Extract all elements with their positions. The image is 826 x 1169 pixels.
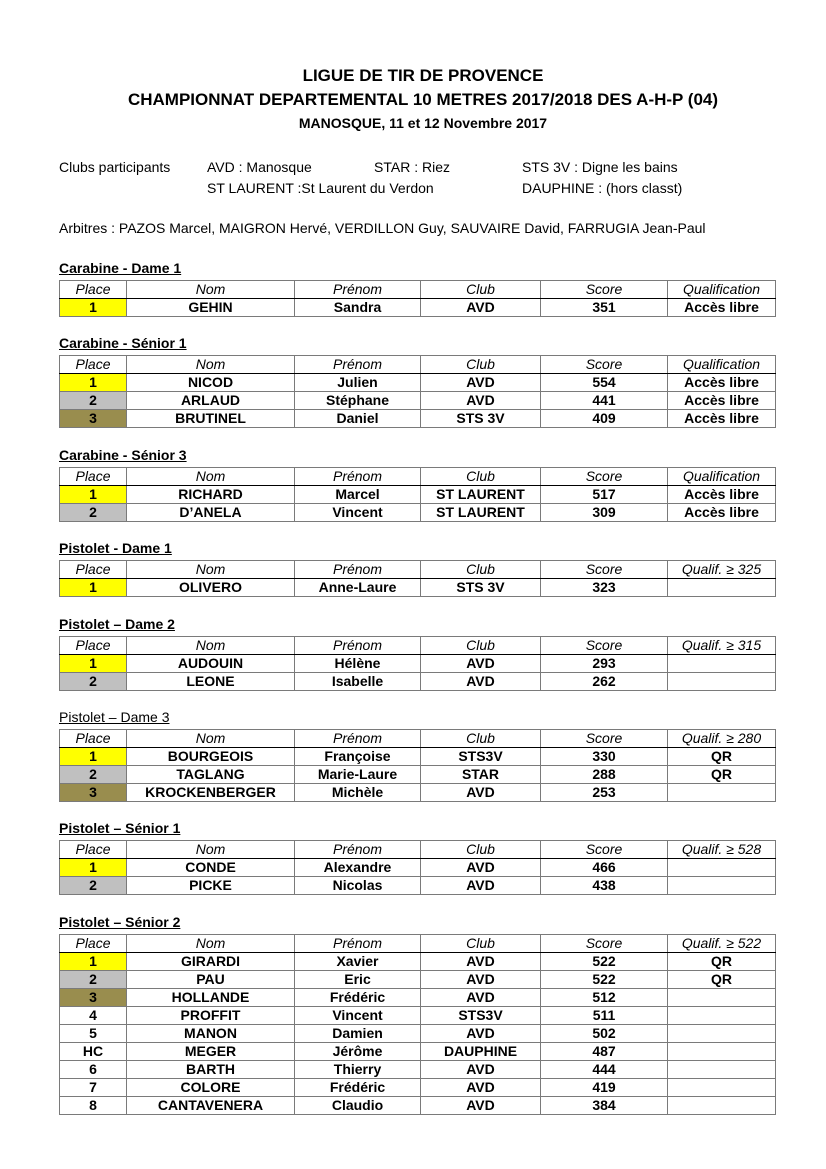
cell-qualification (668, 784, 776, 802)
cell-qualification (668, 859, 776, 877)
cell-nom: BARTH (127, 1061, 295, 1079)
championship-title: CHAMPIONNAT DEPARTEMENTAL 10 METRES 2017/2018 DES A-H-P (04) (127, 90, 719, 109)
cell-prenom: Marie-Laure (295, 766, 421, 784)
column-header-club: Club (421, 841, 541, 859)
table-row (60, 299, 776, 317)
cell-prenom: Vincent (295, 504, 421, 522)
cell-prenom: Julien (295, 374, 421, 392)
cell-club: AVD (421, 374, 541, 392)
column-header-prenom: Prénom (295, 730, 421, 748)
cell-prenom: Isabelle (295, 673, 421, 691)
cell-nom: KROCKENBERGER (127, 784, 295, 802)
cell-prenom: Michèle (295, 784, 421, 802)
cell-score: 466 (541, 859, 668, 877)
column-header-score: Score (541, 561, 668, 579)
cell-score: 330 (541, 748, 668, 766)
cell-nom: TAGLANG (127, 766, 295, 784)
column-header-prenom: Prénom (295, 637, 421, 655)
cell-qualification: Accès libre (668, 392, 776, 410)
cell-score: 419 (541, 1079, 668, 1097)
cell-club: AVD (421, 1079, 541, 1097)
column-header-score: Score (541, 356, 668, 374)
section-title: Pistolet – Sénior 1 (59, 820, 181, 836)
cell-score: 293 (541, 655, 668, 673)
cell-prenom: Sandra (295, 299, 421, 317)
table-row (60, 1025, 776, 1043)
cell-qualification (668, 1025, 776, 1043)
results-table (59, 934, 776, 1115)
cell-qualification (668, 655, 776, 673)
cell-place: 1 (60, 655, 127, 673)
cell-score: 517 (541, 486, 668, 504)
cell-club: AVD (421, 1025, 541, 1043)
column-header-nom: Nom (127, 468, 295, 486)
column-header-score: Score (541, 281, 668, 299)
column-header-qualification: Qualif. ≥ 325 (668, 561, 776, 579)
column-header-prenom: Prénom (295, 561, 421, 579)
cell-place: 3 (60, 410, 127, 428)
cell-place: 1 (60, 486, 127, 504)
cell-nom: ARLAUD (127, 392, 295, 410)
column-header-place: Place (60, 468, 127, 486)
table-row (60, 1097, 776, 1115)
table-row (60, 486, 776, 504)
cell-qualification: QR (668, 766, 776, 784)
table-header-row (60, 468, 776, 486)
cell-qualification: Accès libre (668, 504, 776, 522)
cell-place: 1 (60, 579, 127, 597)
cell-qualification (668, 877, 776, 895)
cell-score: 438 (541, 877, 668, 895)
table-row (60, 953, 776, 971)
cell-place: 1 (60, 299, 127, 317)
table-row (60, 784, 776, 802)
cell-qualification: Accès libre (668, 299, 776, 317)
document-header (0, 64, 826, 134)
cell-prenom: Alexandre (295, 859, 421, 877)
section-title: Carabine - Sénior 3 (59, 447, 187, 463)
cell-club: ST LAURENT (421, 486, 541, 504)
cell-qualification: Accès libre (668, 486, 776, 504)
cell-place: 3 (60, 989, 127, 1007)
table-row (60, 410, 776, 428)
column-header-place: Place (60, 730, 127, 748)
column-header-nom: Nom (127, 637, 295, 655)
cell-place: 1 (60, 953, 127, 971)
cell-place: HC (60, 1043, 127, 1061)
cell-place: 2 (60, 504, 127, 522)
cell-club: AVD (421, 989, 541, 1007)
column-header-prenom: Prénom (295, 281, 421, 299)
cell-score: 444 (541, 1061, 668, 1079)
cell-prenom: Nicolas (295, 877, 421, 895)
cell-score: 262 (541, 673, 668, 691)
cell-place: 5 (60, 1025, 127, 1043)
column-header-prenom: Prénom (295, 841, 421, 859)
cell-place: 1 (60, 859, 127, 877)
cell-place: 8 (60, 1097, 127, 1115)
column-header-score: Score (541, 637, 668, 655)
cell-nom: GIRARDI (127, 953, 295, 971)
cell-club: STS3V (421, 748, 541, 766)
cell-place: 2 (60, 392, 127, 410)
column-header-score: Score (541, 730, 668, 748)
column-header-club: Club (421, 730, 541, 748)
column-header-score: Score (541, 468, 668, 486)
column-header-club: Club (421, 356, 541, 374)
cell-qualification (668, 1097, 776, 1115)
cell-prenom: Daniel (295, 410, 421, 428)
cell-score: 288 (541, 766, 668, 784)
column-header-place: Place (60, 841, 127, 859)
column-header-nom: Nom (127, 841, 295, 859)
column-header-prenom: Prénom (295, 935, 421, 953)
section-title: Pistolet – Dame 2 (59, 616, 175, 632)
table-row (60, 392, 776, 410)
cell-nom: LEONE (127, 673, 295, 691)
cell-qualification: Accès libre (668, 410, 776, 428)
table-header-row (60, 935, 776, 953)
column-header-nom: Nom (127, 730, 295, 748)
cell-club: AVD (421, 953, 541, 971)
cell-nom: AUDOUIN (127, 655, 295, 673)
table-row (60, 859, 776, 877)
cell-club: STS 3V (421, 579, 541, 597)
section-title: Pistolet – Sénior 2 (59, 914, 181, 930)
cell-score: 512 (541, 989, 668, 1007)
cell-place: 2 (60, 766, 127, 784)
cell-prenom: Hélène (295, 655, 421, 673)
league-title: LIGUE DE TIR DE PROVENCE (302, 66, 544, 85)
cell-place: 4 (60, 1007, 127, 1025)
column-header-nom: Nom (127, 935, 295, 953)
cell-nom: CONDE (127, 859, 295, 877)
table-header-row (60, 281, 776, 299)
cell-score: 309 (541, 504, 668, 522)
club-avd: AVD : Manosque (207, 159, 312, 175)
cell-nom: GEHIN (127, 299, 295, 317)
cell-prenom: Claudio (295, 1097, 421, 1115)
column-header-nom: Nom (127, 561, 295, 579)
cell-club: AVD (421, 971, 541, 989)
cell-score: 554 (541, 374, 668, 392)
cell-club: DAUPHINE (421, 1043, 541, 1061)
cell-club: STS3V (421, 1007, 541, 1025)
cell-nom: PAU (127, 971, 295, 989)
cell-prenom: Xavier (295, 953, 421, 971)
table-row (60, 989, 776, 1007)
cell-qualification: QR (668, 953, 776, 971)
cell-nom: RICHARD (127, 486, 295, 504)
cell-club: AVD (421, 877, 541, 895)
column-header-qualification: Qualif. ≥ 528 (668, 841, 776, 859)
table-row (60, 971, 776, 989)
column-header-qualification: Qualif. ≥ 522 (668, 935, 776, 953)
cell-qualification (668, 1079, 776, 1097)
cell-place: 3 (60, 784, 127, 802)
cell-prenom: Frédéric (295, 989, 421, 1007)
cell-qualification (668, 1043, 776, 1061)
cell-club: STS 3V (421, 410, 541, 428)
cell-score: 522 (541, 971, 668, 989)
referees-text: Arbitres : PAZOS Marcel, MAIGRON Hervé, VERDILLON Guy, SAUVAIRE David, FARRUGIA Jean-Paul (59, 220, 706, 236)
cell-qualification (668, 1007, 776, 1025)
column-header-qualification: Qualif. ≥ 280 (668, 730, 776, 748)
table-row (60, 374, 776, 392)
results-table (59, 280, 776, 317)
table-row (60, 1061, 776, 1079)
section-title: Carabine - Dame 1 (59, 260, 182, 276)
cell-nom: PROFFIT (127, 1007, 295, 1025)
cell-club: AVD (421, 1061, 541, 1079)
cell-nom: D’ANELA (127, 504, 295, 522)
results-table (59, 636, 776, 691)
cell-club: AVD (421, 673, 541, 691)
cell-club: AVD (421, 655, 541, 673)
column-header-club: Club (421, 935, 541, 953)
cell-club: AVD (421, 859, 541, 877)
cell-place: 2 (60, 673, 127, 691)
club-stlaurent: ST LAURENT :St Laurent du Verdon (207, 180, 434, 196)
cell-club: AVD (421, 784, 541, 802)
cell-qualification (668, 989, 776, 1007)
club-dauphine: DAUPHINE : (hors classt) (522, 180, 683, 196)
club-sts: STS 3V : Digne les bains (522, 159, 678, 175)
section-title: Pistolet – Dame 3 (59, 709, 170, 725)
column-header-qualification: Qualification (668, 281, 776, 299)
cell-nom: MANON (127, 1025, 295, 1043)
cell-qualification (668, 579, 776, 597)
cell-prenom: Marcel (295, 486, 421, 504)
table-row (60, 1007, 776, 1025)
table-header-row (60, 730, 776, 748)
column-header-score: Score (541, 841, 668, 859)
cell-nom: OLIVERO (127, 579, 295, 597)
column-header-club: Club (421, 637, 541, 655)
table-row (60, 766, 776, 784)
results-table (59, 467, 776, 522)
cell-club: AVD (421, 299, 541, 317)
cell-club: ST LAURENT (421, 504, 541, 522)
cell-prenom: Stéphane (295, 392, 421, 410)
column-header-qualification: Qualification (668, 356, 776, 374)
results-table (59, 355, 776, 428)
cell-place: 2 (60, 877, 127, 895)
cell-nom: BRUTINEL (127, 410, 295, 428)
column-header-nom: Nom (127, 356, 295, 374)
table-row (60, 655, 776, 673)
column-header-place: Place (60, 356, 127, 374)
cell-nom: PICKE (127, 877, 295, 895)
column-header-club: Club (421, 281, 541, 299)
cell-place: 2 (60, 971, 127, 989)
column-header-place: Place (60, 281, 127, 299)
column-header-club: Club (421, 561, 541, 579)
column-header-place: Place (60, 637, 127, 655)
cell-score: 409 (541, 410, 668, 428)
table-header-row (60, 561, 776, 579)
table-row (60, 579, 776, 597)
table-header-row (60, 637, 776, 655)
cell-score: 384 (541, 1097, 668, 1115)
cell-score: 441 (541, 392, 668, 410)
cell-prenom: Vincent (295, 1007, 421, 1025)
column-header-prenom: Prénom (295, 356, 421, 374)
section-title: Pistolet - Dame 1 (59, 540, 172, 556)
table-row (60, 673, 776, 691)
cell-prenom: Françoise (295, 748, 421, 766)
cell-prenom: Frédéric (295, 1079, 421, 1097)
section-title: Carabine - Sénior 1 (59, 335, 187, 351)
column-header-prenom: Prénom (295, 468, 421, 486)
club-star: STAR : Riez (374, 159, 450, 175)
table-row (60, 504, 776, 522)
cell-score: 351 (541, 299, 668, 317)
cell-score: 323 (541, 579, 668, 597)
cell-qualification (668, 673, 776, 691)
cell-score: 487 (541, 1043, 668, 1061)
column-header-qualification: Qualif. ≥ 315 (668, 637, 776, 655)
cell-club: AVD (421, 392, 541, 410)
column-header-nom: Nom (127, 281, 295, 299)
cell-nom: COLORE (127, 1079, 295, 1097)
cell-nom: MEGER (127, 1043, 295, 1061)
cell-nom: HOLLANDE (127, 989, 295, 1007)
cell-place: 1 (60, 748, 127, 766)
cell-score: 522 (541, 953, 668, 971)
table-row (60, 748, 776, 766)
column-header-score: Score (541, 935, 668, 953)
cell-place: 1 (60, 374, 127, 392)
cell-nom: NICOD (127, 374, 295, 392)
event-location-date: MANOSQUE, 11 et 12 Novembre 2017 (298, 115, 548, 131)
cell-score: 253 (541, 784, 668, 802)
cell-club: AVD (421, 1097, 541, 1115)
cell-place: 7 (60, 1079, 127, 1097)
table-header-row (60, 356, 776, 374)
clubs-label: Clubs participants (59, 159, 171, 175)
table-row (60, 1079, 776, 1097)
cell-club: STAR (421, 766, 541, 784)
cell-score: 502 (541, 1025, 668, 1043)
column-header-place: Place (60, 561, 127, 579)
results-table (59, 560, 776, 597)
cell-prenom: Eric (295, 971, 421, 989)
column-header-place: Place (60, 935, 127, 953)
table-row (60, 877, 776, 895)
column-header-club: Club (421, 468, 541, 486)
cell-nom: BOURGEOIS (127, 748, 295, 766)
cell-score: 511 (541, 1007, 668, 1025)
cell-prenom: Thierry (295, 1061, 421, 1079)
cell-qualification: QR (668, 748, 776, 766)
cell-prenom: Anne-Laure (295, 579, 421, 597)
results-table (59, 840, 776, 895)
table-row (60, 1043, 776, 1061)
cell-nom: CANTAVENERA (127, 1097, 295, 1115)
results-table (59, 729, 776, 802)
cell-prenom: Damien (295, 1025, 421, 1043)
table-header-row (60, 841, 776, 859)
cell-qualification: QR (668, 971, 776, 989)
cell-qualification (668, 1061, 776, 1079)
cell-place: 6 (60, 1061, 127, 1079)
cell-prenom: Jérôme (295, 1043, 421, 1061)
cell-qualification: Accès libre (668, 374, 776, 392)
column-header-qualification: Qualification (668, 468, 776, 486)
